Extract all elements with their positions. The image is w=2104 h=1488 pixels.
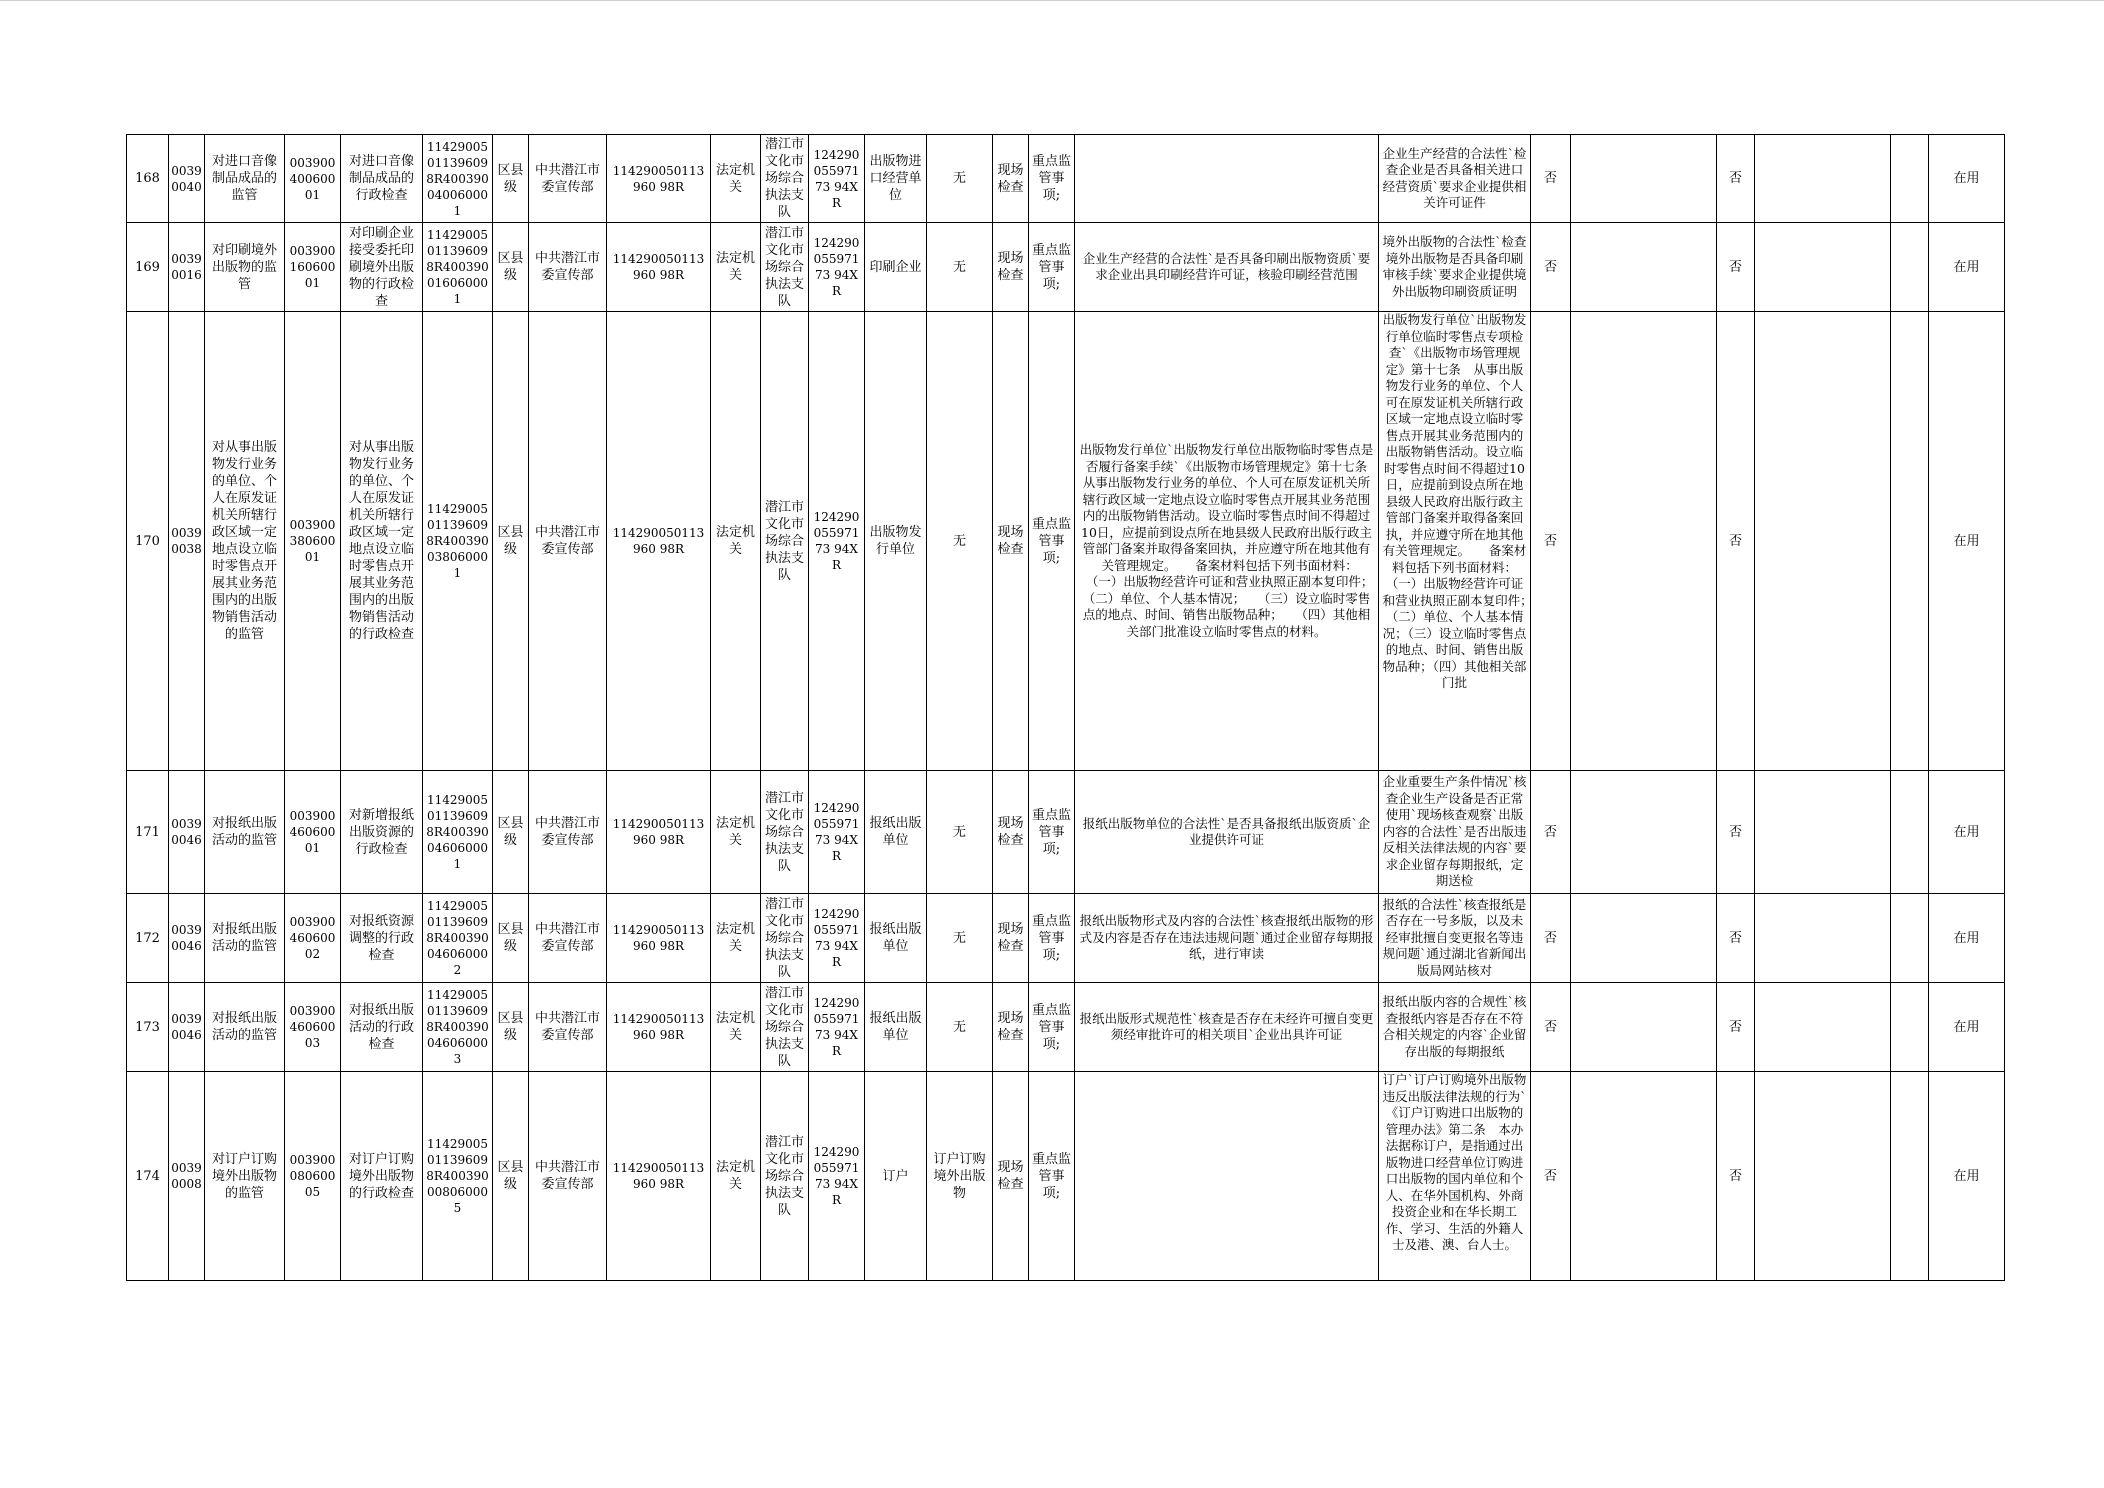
status-cell: 在用 [1929, 983, 2005, 1072]
check-content-cell: 报纸出版形式规范性`核查是否存在未经许可擅自变更须经审批许可的相关项目`企业出具许可证 [1075, 983, 1379, 1072]
method-cell: 现场检查 [993, 894, 1029, 983]
blank-1-cell [1571, 312, 1717, 771]
nature-cell: 法定机关 [711, 135, 761, 223]
status-cell: 在用 [1929, 894, 2005, 983]
category-cell: 重点监管事项; [1029, 135, 1075, 223]
object-cell: 订户 [865, 1072, 927, 1281]
item-code-cell: 11429005011396098R400390046060003 [423, 983, 493, 1072]
sub-code-cell: 00390046060001 [285, 771, 341, 894]
executor-code-cell: 12429005597173 94XR [809, 1072, 865, 1281]
nature-cell: 法定机关 [711, 1072, 761, 1281]
seq-cell: 174 [127, 1072, 169, 1281]
check-content-cell: 企业生产经营的合法性`是否具备印刷出版物资质`要求企业出具印刷经营许可证，核验印刷经营范围 [1075, 223, 1379, 312]
status-cell: 在用 [1929, 223, 2005, 312]
blank-tail-cell [1891, 894, 1929, 983]
blank-1-cell [1571, 223, 1717, 312]
executor-cell: 潜江市文化市场综合执法支队 [761, 1072, 809, 1281]
department-code-cell: 114290050113960 98R [607, 223, 711, 312]
executor-cell: 潜江市文化市场综合执法支队 [761, 771, 809, 894]
category-cell: 重点监管事项; [1029, 894, 1075, 983]
check-basis-cell: 境外出版物的合法性`检查境外出版物是否具备印刷审核手续`要求企业提供境外出版物印刷资质证明 [1379, 223, 1531, 312]
level-cell: 区县级 [493, 771, 529, 894]
executor-code-cell: 12429005597173 94XR [809, 983, 865, 1072]
method-cell: 现场检查 [993, 771, 1029, 894]
category-cell: 重点监管事项; [1029, 1072, 1075, 1281]
blank-tail-cell [1891, 1072, 1929, 1281]
flag-2-cell: 否 [1717, 894, 1755, 983]
method-cell: 现场检查 [993, 312, 1029, 771]
main-code-cell: 00390046 [169, 771, 205, 894]
table-body [127, 135, 2005, 1281]
seq-cell: 170 [127, 312, 169, 771]
sub-item-name-cell: 对订户订购境外出版物的行政检查 [341, 1072, 423, 1281]
main-item-name-cell: 对订户订购境外出版物的监管 [205, 1072, 285, 1281]
main-item-name-cell: 对报纸出版活动的监管 [205, 771, 285, 894]
method-cell: 现场检查 [993, 223, 1029, 312]
seq-cell: 168 [127, 135, 169, 223]
executor-code-cell: 12429005597173 94XR [809, 312, 865, 771]
flag-2-cell: 否 [1717, 223, 1755, 312]
flag-1-cell: 否 [1531, 894, 1571, 983]
check-basis-cell: 企业重要生产条件情况`核查企业生产设备是否正常使用`现场核查观察`出版内容的合法性`是否出版违反相关法律法规的内容`要求企业留存每期报纸，定期送检 [1379, 771, 1531, 894]
blank-1-cell [1571, 1072, 1717, 1281]
seq-cell: 173 [127, 983, 169, 1072]
seq-cell: 171 [127, 771, 169, 894]
main-item-name-cell: 对印刷境外出版物的监管 [205, 223, 285, 312]
other-cell: 无 [927, 312, 993, 771]
method-cell: 现场检查 [993, 135, 1029, 223]
executor-cell: 潜江市文化市场综合执法支队 [761, 894, 809, 983]
executor-code-cell: 12429005597173 94XR [809, 894, 865, 983]
executor-cell: 潜江市文化市场综合执法支队 [761, 223, 809, 312]
flag-2-cell: 否 [1717, 135, 1755, 223]
check-content-cell: 出版物发行单位`出版物发行单位出版物临时零售点是否履行备案手续`《出版物市场管理规定》第十七条 从事出版物发行业务的单位、个人可在原发证机关所辖行政区域一定地点设立临时零售点开展其业务范围内的出版物销售活动。设立临时零售点时间不得超过10日，应提前到设点所在地县级人民政府出版行政主管部门备案并取得备案回执，并应遵守所在地其他有关管理规定。 备案材料包括下列书面材料： （一）出版物经营许可证和营业执照正副本复印件； （二）单位、个人基本情况； （三）设立临时零售点的地点、时间、销售出版物品种； （四）其他相关部门批准设立临时零售点的材料。 [1075, 312, 1379, 771]
blank-2-cell [1755, 771, 1891, 894]
department-code-cell: 114290050113960 98R [607, 894, 711, 983]
item-code-cell: 11429005011396098R400390046060001 [423, 771, 493, 894]
other-cell: 无 [927, 983, 993, 1072]
sub-code-cell: 00390008060005 [285, 1072, 341, 1281]
sub-item-name-cell: 对进口音像制品成品的行政检查 [341, 135, 423, 223]
category-cell: 重点监管事项; [1029, 771, 1075, 894]
object-cell: 报纸出版单位 [865, 894, 927, 983]
check-content-cell: 报纸出版物单位的合法性`是否具备报纸出版资质`企业提供许可证 [1075, 771, 1379, 894]
status-cell: 在用 [1929, 1072, 2005, 1281]
main-code-cell: 00390046 [169, 894, 205, 983]
table-row [127, 223, 2005, 312]
item-code-cell: 11429005011396098R400390008060005 [423, 1072, 493, 1281]
check-basis-cell: 订户`订户订购境外出版物违反出版法律法规的行为`《订户订购进口出版物的管理办法》第二条 本办法据称订户，是指通过出版物进口经营单位订购进口出版物的国内单位和个人、在华外国机构、外商投资企业和在华长期工作、学习、生活的外籍人士及港、澳、台人士。 [1379, 1072, 1531, 1281]
table-row [127, 312, 2005, 771]
department-code-cell: 114290050113960 98R [607, 771, 711, 894]
department-code-cell: 114290050113960 98R [607, 983, 711, 1072]
flag-2-cell: 否 [1717, 312, 1755, 771]
check-basis-cell: 出版物发行单位`出版物发行单位临时零售点专项检查`《出版物市场管理规定》第十七条 从事出版物发行业务的单位、个人可在原发证机关所辖行政区域一定地点设立临时零售点开展其业务范围内的出版物销售活动。设立临时零售点时间不得超过10日，应提前到设点所在地县级人民政府出版行政主管部门备案并取得备案回执，并应遵守所在地其他有关管理规定。 备案材料包括下列书面材料：（一）出版物经营许可证和营业执照正副本复印件； （二）单位、个人基本情况；（三）设立临时零售点的地点、时间、销售出版物品种；（四）其他相关部门批 [1379, 312, 1531, 771]
main-item-name-cell: 对报纸出版活动的监管 [205, 983, 285, 1072]
level-cell: 区县级 [493, 135, 529, 223]
status-cell: 在用 [1929, 771, 2005, 894]
flag-1-cell: 否 [1531, 1072, 1571, 1281]
status-cell: 在用 [1929, 135, 2005, 223]
main-item-name-cell: 对从事出版物发行业务的单位、个人在原发证机关所辖行政区域一定地点设立临时零售点开展其业务范围内的出版物销售活动的监管 [205, 312, 285, 771]
department-code-cell: 114290050113960 98R [607, 135, 711, 223]
blank-1-cell [1571, 983, 1717, 1072]
item-code-cell: 11429005011396098R400390046060002 [423, 894, 493, 983]
blank-2-cell [1755, 894, 1891, 983]
flag-1-cell: 否 [1531, 135, 1571, 223]
category-cell: 重点监管事项; [1029, 983, 1075, 1072]
blank-1-cell [1571, 894, 1717, 983]
main-code-cell: 00390016 [169, 223, 205, 312]
check-basis-cell: 报纸出版内容的合规性`核查报纸内容是否存在不符合相关规定的内容`企业留存出版的每期报纸 [1379, 983, 1531, 1072]
department-cell: 中共潜江市委宣传部 [529, 983, 607, 1072]
executor-code-cell: 12429005597173 94XR [809, 135, 865, 223]
item-code-cell: 11429005011396098R400390040060001 [423, 135, 493, 223]
level-cell: 区县级 [493, 223, 529, 312]
level-cell: 区县级 [493, 894, 529, 983]
flag-1-cell: 否 [1531, 312, 1571, 771]
blank-tail-cell [1891, 771, 1929, 894]
category-cell: 重点监管事项; [1029, 312, 1075, 771]
blank-1-cell [1571, 771, 1717, 894]
sub-item-name-cell: 对印刷企业接受委托印刷境外出版物的行政检查 [341, 223, 423, 312]
main-item-name-cell: 对报纸出版活动的监管 [205, 894, 285, 983]
other-cell: 无 [927, 894, 993, 983]
department-code-cell: 114290050113960 98R [607, 312, 711, 771]
blank-2-cell [1755, 135, 1891, 223]
flag-1-cell: 否 [1531, 983, 1571, 1072]
main-code-cell: 00390040 [169, 135, 205, 223]
level-cell: 区县级 [493, 1072, 529, 1281]
blank-2-cell [1755, 312, 1891, 771]
object-cell: 出版物进口经营单位 [865, 135, 927, 223]
blank-tail-cell [1891, 312, 1929, 771]
blank-2-cell [1755, 983, 1891, 1072]
department-cell: 中共潜江市委宣传部 [529, 223, 607, 312]
flag-2-cell: 否 [1717, 983, 1755, 1072]
check-basis-cell: 报纸的合法性`核查报纸是否存在一号多版，以及未经审批擅自变更报名等违规问题`通过湖北省新闻出版局网站核对 [1379, 894, 1531, 983]
object-cell: 报纸出版单位 [865, 771, 927, 894]
object-cell: 印刷企业 [865, 223, 927, 312]
blank-tail-cell [1891, 223, 1929, 312]
other-cell: 无 [927, 135, 993, 223]
seq-cell: 169 [127, 223, 169, 312]
executor-cell: 潜江市文化市场综合执法支队 [761, 983, 809, 1072]
executor-code-cell: 12429005597173 94XR [809, 223, 865, 312]
flag-1-cell: 否 [1531, 771, 1571, 894]
nature-cell: 法定机关 [711, 312, 761, 771]
department-cell: 中共潜江市委宣传部 [529, 312, 607, 771]
check-content-cell [1075, 1072, 1379, 1281]
method-cell: 现场检查 [993, 983, 1029, 1072]
table-row [127, 771, 2005, 894]
flag-2-cell: 否 [1717, 771, 1755, 894]
department-cell: 中共潜江市委宣传部 [529, 135, 607, 223]
object-cell: 报纸出版单位 [865, 983, 927, 1072]
executor-cell: 潜江市文化市场综合执法支队 [761, 312, 809, 771]
flag-2-cell: 否 [1717, 1072, 1755, 1281]
department-cell: 中共潜江市委宣传部 [529, 771, 607, 894]
department-cell: 中共潜江市委宣传部 [529, 894, 607, 983]
department-cell: 中共潜江市委宣传部 [529, 1072, 607, 1281]
main-item-name-cell: 对进口音像制品成品的监管 [205, 135, 285, 223]
page-top-rule [0, 0, 2104, 1]
sub-code-cell: 00390016060001 [285, 223, 341, 312]
main-code-cell: 00390008 [169, 1072, 205, 1281]
executor-code-cell: 12429005597173 94XR [809, 771, 865, 894]
blank-tail-cell [1891, 983, 1929, 1072]
sub-item-name-cell: 对新增报纸出版资源的行政检查 [341, 771, 423, 894]
executor-cell: 潜江市文化市场综合执法支队 [761, 135, 809, 223]
sub-item-name-cell: 对从事出版物发行业务的单位、个人在原发证机关所辖行政区域一定地点设立临时零售点开展其业务范围内的出版物销售活动的行政检查 [341, 312, 423, 771]
method-cell: 现场检查 [993, 1072, 1029, 1281]
item-code-cell: 11429005011396098R400390016060001 [423, 223, 493, 312]
main-code-cell: 00390038 [169, 312, 205, 771]
category-cell: 重点监管事项; [1029, 223, 1075, 312]
table-row [127, 894, 2005, 983]
sub-item-name-cell: 对报纸出版活动的行政检查 [341, 983, 423, 1072]
level-cell: 区县级 [493, 312, 529, 771]
sub-code-cell: 00390040060001 [285, 135, 341, 223]
check-basis-cell: 企业生产经营的合法性`检查企业是否具备相关进口经营资质`要求企业提供相关许可证件 [1379, 135, 1531, 223]
department-code-cell: 114290050113960 98R [607, 1072, 711, 1281]
nature-cell: 法定机关 [711, 771, 761, 894]
other-cell: 订户订购境外出版物 [927, 1072, 993, 1281]
regulation-table [126, 134, 2005, 1281]
other-cell: 无 [927, 771, 993, 894]
blank-tail-cell [1891, 135, 1929, 223]
sub-code-cell: 00390046060003 [285, 983, 341, 1072]
table-row [127, 983, 2005, 1072]
other-cell: 无 [927, 223, 993, 312]
blank-2-cell [1755, 1072, 1891, 1281]
blank-1-cell [1571, 135, 1717, 223]
check-content-cell [1075, 135, 1379, 223]
seq-cell: 172 [127, 894, 169, 983]
check-content-cell: 报纸出版物形式及内容的合法性`核查报纸出版物的形式及内容是否存在违法违规问题`通过企业留存每期报纸，进行审读 [1075, 894, 1379, 983]
object-cell: 出版物发行单位 [865, 312, 927, 771]
main-code-cell: 00390046 [169, 983, 205, 1072]
sub-code-cell: 00390038060001 [285, 312, 341, 771]
nature-cell: 法定机关 [711, 894, 761, 983]
sub-code-cell: 00390046060002 [285, 894, 341, 983]
flag-1-cell: 否 [1531, 223, 1571, 312]
level-cell: 区县级 [493, 983, 529, 1072]
nature-cell: 法定机关 [711, 983, 761, 1072]
item-code-cell: 11429005011396098R400390038060001 [423, 312, 493, 771]
table-row [127, 1072, 2005, 1281]
table-row [127, 135, 2005, 223]
sub-item-name-cell: 对报纸资源调整的行政检查 [341, 894, 423, 983]
nature-cell: 法定机关 [711, 223, 761, 312]
status-cell: 在用 [1929, 312, 2005, 771]
blank-2-cell [1755, 223, 1891, 312]
